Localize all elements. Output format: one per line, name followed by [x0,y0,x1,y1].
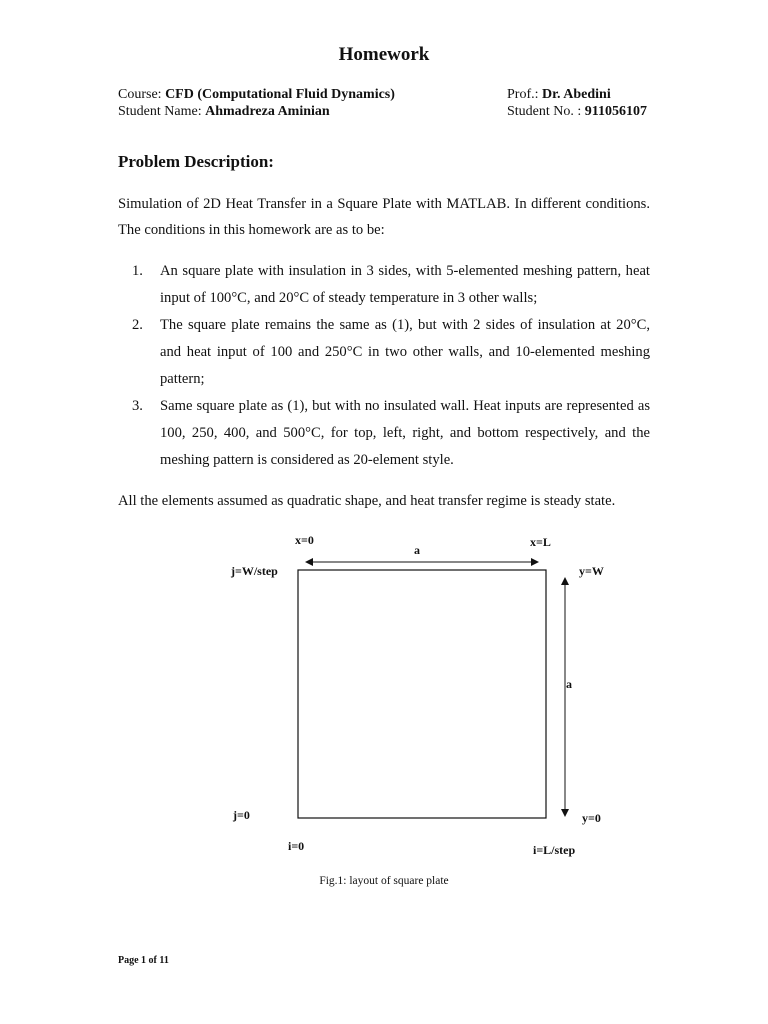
student-number-line [507,103,647,121]
plate-square [298,570,546,818]
list-item-text: Same square plate as (1), but with no insulated wall. Heat inputs are represented as 100, 250, 400, and 500°C, for top, left, right, and bottom respectively, and the meshing pattern is considered as 20-element style. [160,398,650,468]
student-number-label: Student No. : [507,104,585,119]
yW-label: y=W [579,564,604,578]
list-item [132,258,650,312]
list-item [132,312,650,393]
list-item [132,393,650,474]
xL-label: x=L [530,535,551,549]
j0-label: j=0 [233,808,250,822]
page-footer: Page 1 of 11 [118,955,169,966]
i0-label: i=0 [288,839,305,853]
prof-line [507,86,611,104]
intro-paragraph: Simulation of 2D Heat Transfer in a Square Plate with MATLAB. In different conditions. The conditions in this homework are as to be: [118,196,650,238]
figure-caption: Fig.1: layout of square plate [319,875,449,887]
list-item-number: 1. [132,263,143,279]
list-item-number: 2. [132,317,143,333]
top-a-label: a [414,543,420,557]
student-name-line [118,103,330,121]
closing-paragraph: All the elements assumed as quadratic shape, and heat transfer regime is steady state. [118,493,616,509]
list-item-text: An square plate with insulation in 3 sides, with 5-elemented meshing pattern, heat input of 100°C, and 20°C of steady temperature in 3 other walls; [160,263,650,306]
prof-label: Prof.: [507,87,542,102]
list-item-number: 3. [132,398,143,414]
section-heading: Problem Description: [118,152,274,171]
prof-value: Dr. Abedini [542,87,611,102]
course-value: CFD (Computational Fluid Dynamics) [165,87,395,102]
student-name-label: Student Name: [118,104,206,119]
list-item-text: The square plate remains the same as (1), but with 2 sides of insulation at 20°C, and heat input of 100 and 250°C in two other walls, and 10-elemented meshing pattern; [160,317,650,387]
conditions-list [132,258,650,474]
x0-label: x=0 [295,533,314,547]
document-title: Homework [338,44,430,65]
right-a-label: a [566,677,572,691]
iL-label: i=L/step [533,843,576,857]
jW-label: j=W/step [231,564,278,578]
student-number-value: 911056107 [584,104,648,119]
student-name-value: Ahmadreza Aminian [205,104,330,119]
course-label: Course: [118,87,166,102]
y0-label: y=0 [582,811,601,825]
square-plate-figure [220,530,620,870]
plate-diagram [220,530,620,870]
course-line [118,86,395,104]
